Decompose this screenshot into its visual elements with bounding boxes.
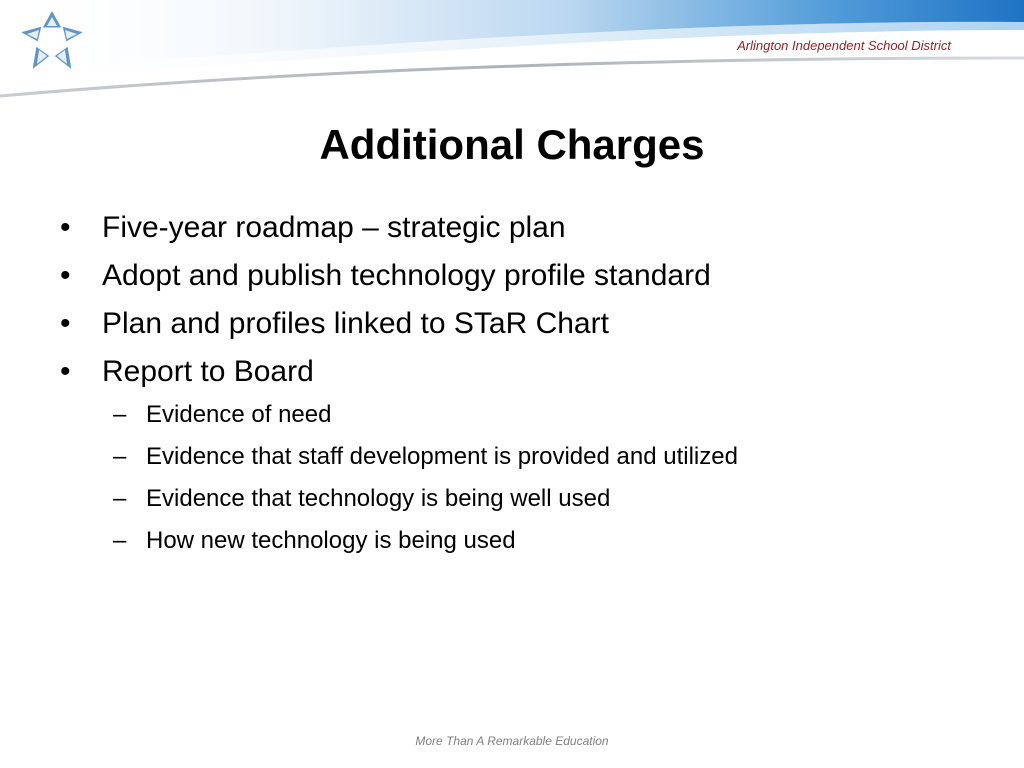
bullet-text: Five-year roadmap – strategic plan xyxy=(102,211,566,244)
footer-tagline: More Than A Remarkable Education xyxy=(415,734,609,748)
slide-title: Additional Charges xyxy=(319,121,705,168)
sub-bullet-item xyxy=(113,400,978,442)
sub-bullet-list xyxy=(113,400,978,568)
bullet-dot: • xyxy=(60,211,71,244)
bullet-text: Adopt and publish technology profile standard xyxy=(102,259,711,292)
bullet-text: Report to Board xyxy=(102,355,314,388)
sub-bullet-item xyxy=(113,442,978,484)
sub-bullet-dash: – xyxy=(113,485,127,512)
sub-bullet-item xyxy=(113,526,978,568)
header-banner xyxy=(0,0,1024,110)
sub-bullet-dash: – xyxy=(113,527,127,554)
sub-bullet-text: Evidence that technology is being well used xyxy=(146,485,611,512)
bullet-dot: • xyxy=(60,355,71,388)
bullet-item xyxy=(58,208,978,256)
sub-bullet-dash: – xyxy=(113,443,127,470)
aisd-star-logo-icon xyxy=(14,6,90,76)
sub-bullet-text: Evidence that staff development is provided and utilized xyxy=(146,443,738,470)
bullet-dot: • xyxy=(60,259,71,292)
bullet-list xyxy=(58,208,978,568)
bullet-item xyxy=(58,304,978,352)
sub-bullet-dash: – xyxy=(113,401,127,428)
bullet-item xyxy=(58,256,978,304)
sub-bullet-text: How new technology is being used xyxy=(146,527,516,554)
bullet-item xyxy=(58,352,978,568)
district-name: Arlington Independent School District xyxy=(737,38,951,53)
sub-bullet-item xyxy=(113,484,978,526)
bullet-text: Plan and profiles linked to STaR Chart xyxy=(102,307,609,340)
sub-bullet-text: Evidence of need xyxy=(146,401,332,428)
bullet-dot: • xyxy=(60,307,71,340)
